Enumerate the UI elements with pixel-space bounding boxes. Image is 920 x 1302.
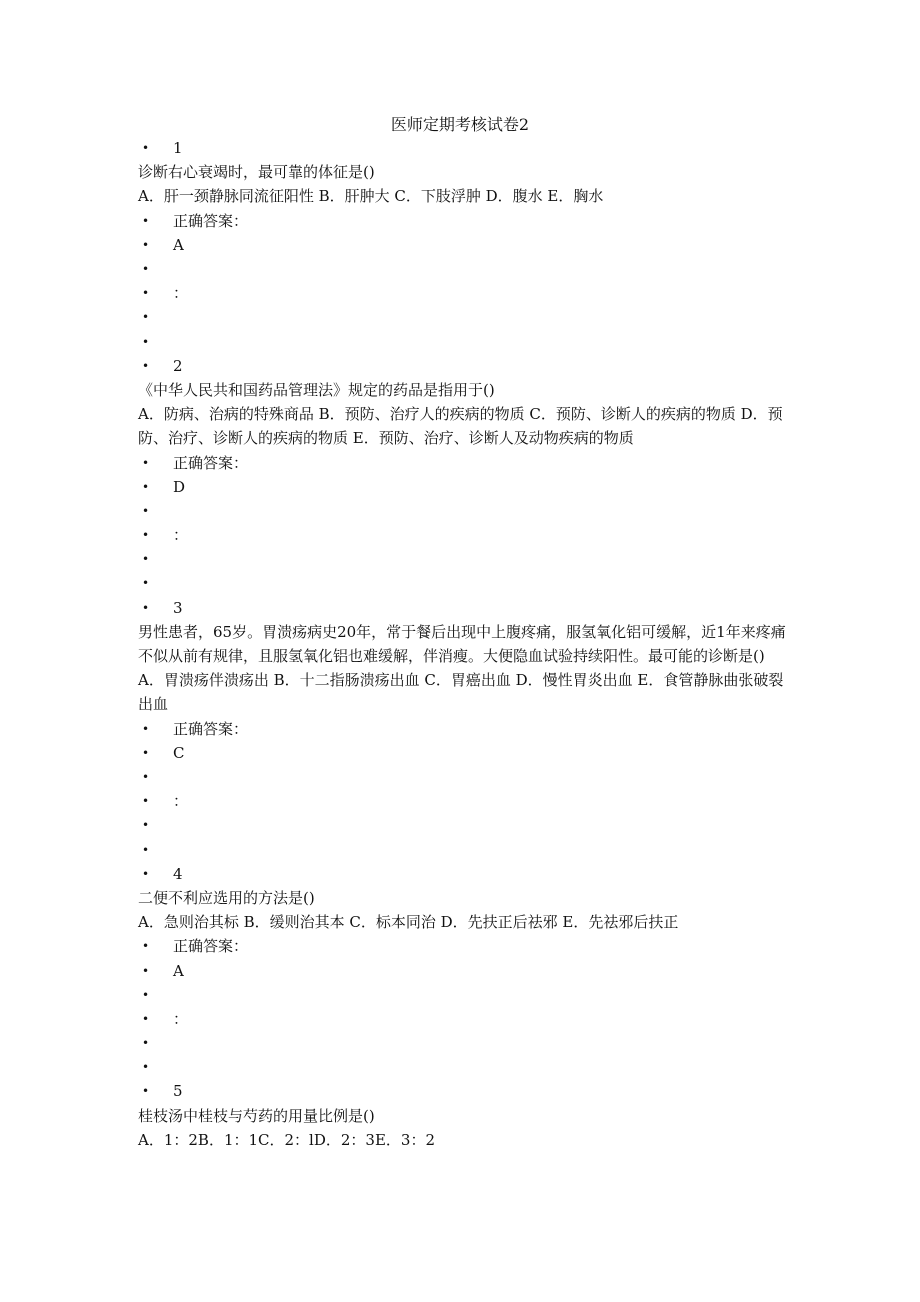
question-stem: 桂枝汤中桂枝与芍药的用量比例是() [138, 1106, 375, 1125]
bullet-icon: • [142, 1011, 150, 1026]
empty-row [138, 571, 786, 595]
answer-label: 正确答案： [173, 211, 249, 230]
colon-row [138, 789, 786, 813]
question-number-row [138, 1079, 786, 1103]
answer-value: A [173, 235, 184, 254]
bullet-icon: • [142, 1036, 150, 1051]
question-block [138, 862, 786, 1080]
question-block [138, 354, 786, 596]
empty-row [138, 838, 786, 862]
empty-row [138, 983, 786, 1007]
bullet-icon: • [142, 576, 150, 591]
bullet-icon: • [142, 455, 150, 470]
question-number-row [138, 136, 786, 160]
bullet-icon: • [142, 552, 150, 567]
question-options: A．1：2B．1：1C．2：lD．2：3E．3：2 [138, 1130, 435, 1149]
empty-row [138, 547, 786, 571]
answer-label-row [138, 451, 786, 475]
colon-text: ： [173, 792, 189, 811]
answer-value: C [173, 743, 185, 762]
empty-row [138, 813, 786, 837]
empty-row [138, 765, 786, 789]
answer-row [138, 475, 786, 499]
question-number-row [138, 596, 786, 620]
bullet-icon: • [142, 261, 150, 276]
question-block [138, 1079, 786, 1152]
colon-row [138, 1007, 786, 1031]
bullet-icon: • [142, 334, 150, 349]
bullet-icon: • [142, 770, 150, 785]
colon-text: ： [173, 526, 189, 545]
answer-label-row [138, 209, 786, 233]
question-number: 3 [173, 598, 183, 617]
bullet-icon: • [142, 866, 150, 881]
bullet-icon: • [142, 310, 150, 325]
bullet-icon: • [142, 358, 150, 373]
question-options: A．肝一颈静脉同流征阳性 B．肝肿大 C．下肢浮肿 D．腹水 E．胸水 [138, 187, 604, 206]
bullet-icon: • [142, 237, 150, 252]
answer-label-row [138, 717, 786, 741]
bullet-icon: • [142, 963, 150, 978]
bullet-icon: • [142, 939, 150, 954]
bullet-icon: • [142, 818, 150, 833]
answer-label: 正确答案： [173, 937, 249, 956]
bullet-icon: • [142, 286, 150, 301]
empty-row [138, 305, 786, 329]
bullet-icon: • [142, 745, 150, 760]
bullet-icon: • [142, 721, 150, 736]
answer-label: 正确答案： [173, 719, 249, 738]
question-stem: 男性患者，65岁。胃溃疡病史20年，常于餐后出现中上腹疼痛，服氢氧化铝可缓解，近1年来疼痛不似从前有规律，且服氢氧化铝也难缓解，伴消瘦。大便隐血试验持续阳性。最可能的诊断是() [138, 622, 786, 666]
bullet-icon: • [142, 1060, 150, 1075]
bullet-icon: • [142, 600, 150, 615]
answer-row [138, 233, 786, 257]
document-title: 医师定期考核试卷2 [390, 115, 530, 134]
question-stem: 二便不利应选用的方法是() [138, 888, 315, 907]
question-number-row [138, 354, 786, 378]
answer-value: D [173, 477, 186, 496]
question-stem: 《中华人民共和国药品管理法》规定的药品是指用于() [138, 380, 495, 399]
question-options: A．急则治其标 B．缓则治其本 C．标本同治 D．先扶正后祛邪 E．先祛邪后扶正 [138, 913, 679, 932]
question-number: 4 [173, 864, 183, 883]
answer-row [138, 741, 786, 765]
bullet-icon: • [142, 842, 150, 857]
colon-text: ： [173, 284, 189, 303]
answer-value: A [173, 961, 184, 980]
question-list [138, 136, 786, 1152]
question-number: 2 [173, 356, 183, 375]
question-block [138, 136, 786, 354]
question-options: A．胃溃疡伴溃疡出 B．十二指肠溃疡出血 C．胃癌出血 D．慢性胃炎出血 E．食管静脉曲张破裂出血 [138, 671, 784, 714]
empty-row [138, 257, 786, 281]
question-number-row [138, 862, 786, 886]
empty-row [138, 1031, 786, 1055]
empty-row [138, 499, 786, 523]
bullet-icon: • [142, 213, 150, 228]
bullet-icon: • [142, 794, 150, 809]
question-block [138, 596, 786, 862]
colon-text: ： [173, 1009, 189, 1028]
question-stem: 诊断右心衰竭时，最可靠的体征是() [138, 163, 375, 182]
bullet-icon: • [142, 503, 150, 518]
bullet-icon: • [142, 1084, 150, 1099]
colon-row [138, 523, 786, 547]
bullet-icon: • [142, 141, 150, 155]
bullet-icon: • [142, 479, 150, 494]
answer-label-row [138, 934, 786, 958]
bullet-icon: • [142, 987, 150, 1002]
bullet-icon: • [142, 528, 150, 543]
colon-row [138, 281, 786, 305]
answer-row [138, 959, 786, 983]
question-options: A．防病、治病的特殊商品 B．预防、治疗人的疾病的物质 C．预防、诊断人的疾病的物质 D．预防、治疗、诊断人的疾病的物质 E．预防、治疗、诊断人及动物疾病的物质 [138, 405, 783, 448]
answer-label: 正确答案： [173, 453, 249, 472]
empty-row [138, 330, 786, 354]
question-number: 5 [173, 1082, 183, 1101]
question-number: 1 [173, 139, 183, 157]
empty-row [138, 1055, 786, 1079]
